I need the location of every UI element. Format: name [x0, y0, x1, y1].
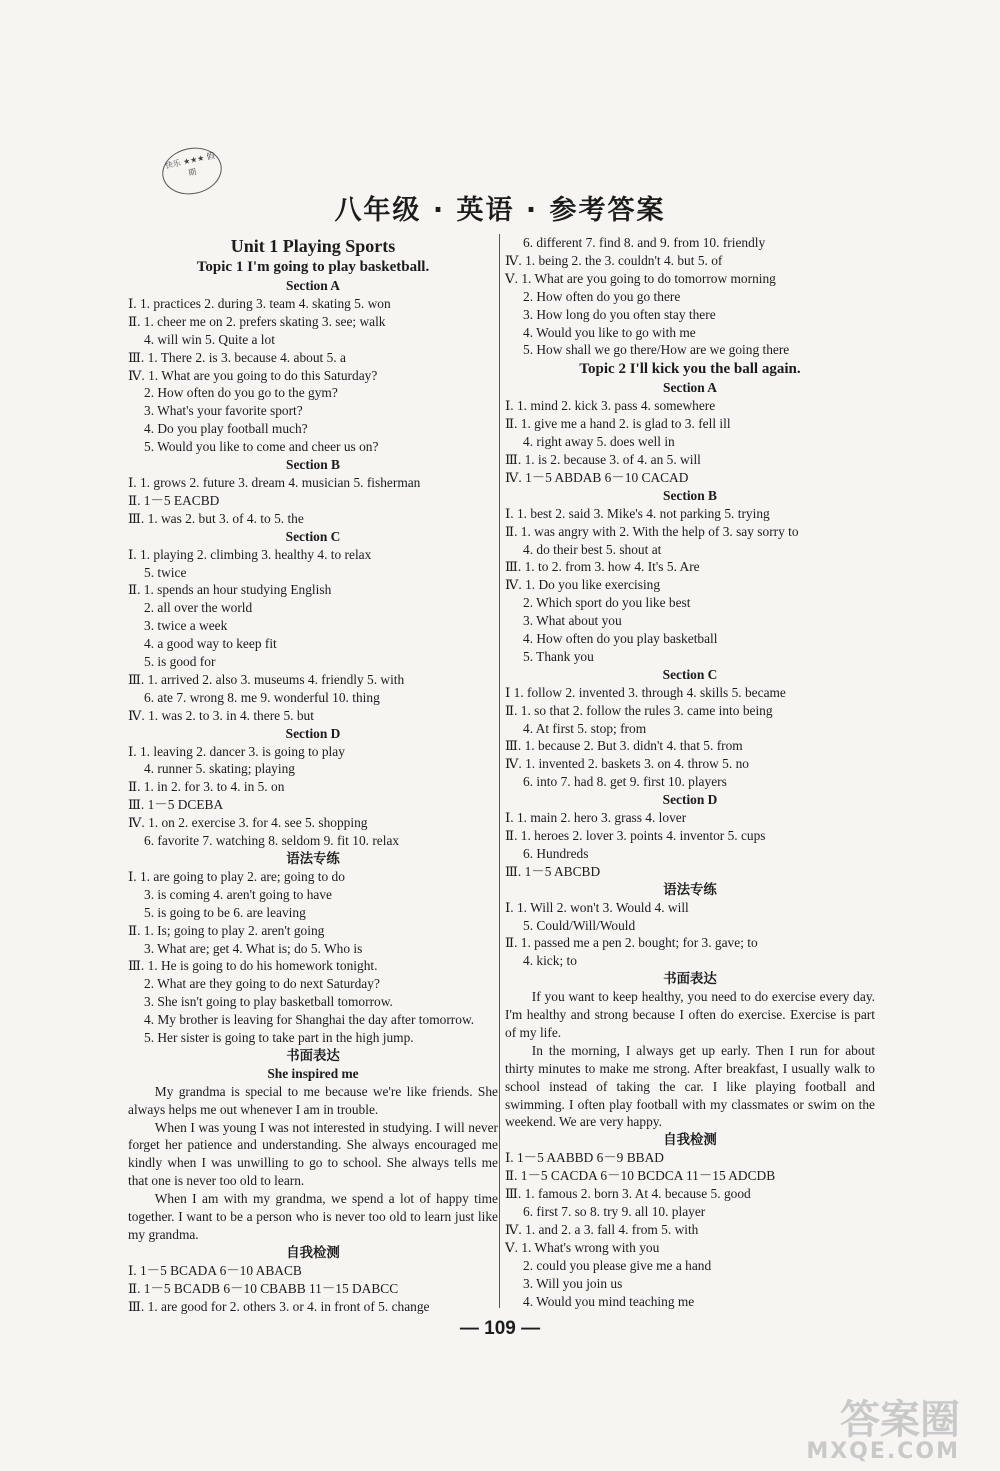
- section-heading: 自我检测: [663, 1132, 717, 1148]
- answer-line: 6. Hundreds: [523, 845, 589, 861]
- topic-heading: Topic 1 I'm going to play basketball.: [196, 259, 430, 275]
- section-heading: Section A: [663, 380, 717, 396]
- answer-line: Ⅰ. 1. mind 2. kick 3. pass 4. somewhere: [505, 398, 716, 414]
- answer-line: 6. into 7. had 8. get 9. first 10. players: [523, 774, 727, 790]
- answer-line: Ⅱ. 1－5 BCADB 6－10 CBABB 11－15 DABCC: [128, 1280, 399, 1296]
- answer-line: 3. What's your favorite sport?: [144, 403, 303, 419]
- section-heading: 书面表达: [286, 1047, 340, 1063]
- answer-line: 4. do their best 5. shout at: [523, 541, 662, 557]
- answer-line: Ⅲ. 1－5 ABCBD: [505, 863, 601, 879]
- answer-line: 2. Which sport do you like best: [523, 595, 691, 611]
- composition-paragraph: When I was young I was not interested in studying. I will never forget her patience and understanding. She always encouraged me kindly when I was unwilling to go to school. She always tells me that one is never too old to learn.: [128, 1119, 498, 1189]
- answer-line: Ⅰ. 1－5 AABBD 6－9 BBAD: [505, 1150, 664, 1166]
- answer-line: Ⅰ. 1. leaving 2. dancer 3. is going to play: [128, 743, 345, 759]
- answer-line: Ⅲ. 1. famous 2. born 3. At 4. because 5. good: [505, 1186, 751, 1202]
- section-heading: 自我检测: [286, 1244, 340, 1260]
- answer-line: 3. How long do you often stay there: [523, 306, 716, 322]
- answer-line: Ⅱ. 1. give me a hand 2. is glad to 3. fell ill: [505, 416, 731, 432]
- answer-line: Ⅱ. 1－5 EACBD: [128, 492, 220, 508]
- composition-paragraph: When I am with my grandma, we spend a lot of happy time together. I want to be a person who is never too old to learn just like my grandma.: [128, 1191, 498, 1242]
- composition-paragraph: If you want to keep healthy, you need to do exercise every day. I'm healthy and strong because I often do exercise. Exercise is part of my life.: [505, 989, 875, 1040]
- holiday-stamp: 快乐 ★★★ 假期: [158, 142, 226, 199]
- answer-line: 2. could you please give me a hand: [523, 1257, 712, 1273]
- answer-line: 3. What are; get 4. What is; do 5. Who is: [144, 940, 363, 956]
- answer-line: 6. ate 7. wrong 8. me 9. wonderful 10. thing: [144, 689, 380, 705]
- answer-line: 6. different 7. find 8. and 9. from 10. friendly: [523, 235, 766, 250]
- section-heading: 语法专练: [663, 881, 717, 897]
- composition-paragraph: My grandma is special to me because we're like friends. She always helps me out whenever I am in trouble.: [128, 1083, 498, 1117]
- unit-heading: Unit 1 Playing Sports: [230, 236, 396, 256]
- answer-line: 5. How shall we go there/How are we going there: [523, 342, 790, 358]
- answer-line: Ⅰ. 1－5 BCADA 6－10 ABACB: [128, 1262, 302, 1278]
- answers-column-right: [505, 234, 875, 1310]
- answer-line: 3. She isn't going to play basketball tomorrow.: [144, 994, 393, 1010]
- answer-line: 2. What are they going to do next Saturday?: [144, 976, 380, 992]
- answer-line: 6. favorite 7. watching 8. seldom 9. fit 10. relax: [144, 833, 400, 849]
- section-heading: Section B: [286, 457, 340, 473]
- section-heading: Section D: [662, 792, 718, 808]
- answer-line: 4. Would you like to go with me: [523, 324, 696, 340]
- answer-line: 5. is going to be 6. are leaving: [144, 904, 306, 920]
- answer-line: Ⅳ. 1. invented 2. baskets 3. on 4. throw 5. no: [505, 756, 749, 772]
- answer-line: Ⅰ. 1. practices 2. during 3. team 4. skating 5. won: [128, 295, 391, 311]
- answer-line: Ⅱ. 1. in 2. for 3. to 4. in 5. on: [128, 779, 285, 795]
- answer-line: Ⅰ. 1. best 2. said 3. Mike's 4. not parking 5. trying: [505, 505, 770, 521]
- section-heading: Section C: [285, 528, 341, 544]
- answer-line: 5. twice: [144, 564, 187, 580]
- page-number: — 109 —: [459, 1318, 541, 1339]
- answer-line: Ⅳ. 1. on 2. exercise 3. for 4. see 5. shopping: [128, 815, 368, 831]
- answer-line: 2. all over the world: [144, 600, 253, 616]
- answer-line: 5. Thank you: [523, 648, 594, 664]
- answer-line: Ⅱ. 1. so that 2. follow the rules 3. came into being: [505, 702, 773, 718]
- answer-line: Ⅰ. 1. Will 2. won't 3. Would 4. will: [505, 899, 689, 915]
- answer-line: Ⅱ. 1－5 CACDA 6－10 BCDCA 11－15 ADCDB: [505, 1168, 776, 1184]
- section-heading: 书面表达: [663, 971, 717, 987]
- answer-line: Ⅱ. 1. passed me a pen 2. bought; for 3. gave; to: [505, 935, 758, 951]
- answer-line: 3. What about you: [523, 613, 622, 629]
- answer-line: Ⅲ. 1. is 2. because 3. of 4. an 5. will: [505, 451, 701, 467]
- answer-line: Ⅳ. 1－5 ABDAB 6－10 CACAD: [505, 469, 689, 485]
- answer-line: Ⅴ. 1. What's wrong with you: [505, 1239, 660, 1255]
- answer-line: Ⅰ. 1. playing 2. climbing 3. healthy 4. to relax: [128, 546, 372, 562]
- answer-line: Ⅰ. 1. are going to play 2. are; going to do: [128, 868, 345, 884]
- composition-paragraph: In the morning, I always get up early. Then I run for about thirty minutes to make me strong. After breakfast, I usually walk to school instead of taking the car. I like playing football and swimming. I often play football with my classmates or swim on the weekend. We are very happy.: [505, 1042, 875, 1130]
- answer-line: Ⅱ. 1. spends an hour studying English: [128, 582, 332, 598]
- answer-line: Ⅲ. 1－5 DCEBA: [128, 797, 224, 813]
- answer-line: Ⅲ. 1. was 2. but 3. of 4. to 5. the: [128, 510, 304, 526]
- answer-line: Ⅱ. 1. Is; going to play 2. aren't going: [128, 922, 325, 938]
- section-heading: Section D: [285, 725, 341, 741]
- section-heading: 语法专练: [286, 851, 340, 866]
- answer-line: Ⅴ. 1. What are you going to do tomorrow morning: [505, 270, 776, 286]
- answer-line: Ⅲ. 1. There 2. is 3. because 4. about 5. a: [128, 349, 346, 365]
- answer-line: 2. How often do you go to the gym?: [144, 385, 338, 401]
- answers-column-left: [128, 234, 498, 1315]
- answer-line: Ⅲ. 1. are good for 2. others 3. or 4. in front of 5. change: [128, 1298, 430, 1314]
- answer-line: Ⅳ. 1. and 2. a 3. fall 4. from 5. with: [505, 1221, 699, 1237]
- answer-line: 5. Could/Will/Would: [523, 917, 636, 933]
- answer-line: 5. is good for: [144, 654, 216, 670]
- watermark-logo: 答案圈 MXQE.COM: [806, 1397, 960, 1464]
- answer-line: 6. first 7. so 8. try 9. all 10. player: [523, 1203, 706, 1219]
- answer-line: Ⅲ. 1. He is going to do his homework tonight.: [128, 958, 378, 974]
- answer-line: 3. twice a week: [144, 618, 228, 634]
- answer-line: 3. Will you join us: [523, 1275, 623, 1291]
- answer-line: Ⅳ. 1. What are you going to do this Saturday?: [128, 367, 378, 383]
- answer-line: Ⅰ. 1. grows 2. future 3. dream 4. musician 5. fisherman: [128, 474, 421, 490]
- answer-line: Ⅰ. 1. main 2. hero 3. grass 4. lover: [505, 810, 687, 826]
- answer-line: Ⅳ. 1. being 2. the 3. couldn't 4. but 5. of: [505, 252, 723, 268]
- section-heading: Section A: [286, 278, 340, 293]
- answer-line: 4. Would you mind teaching me: [523, 1293, 695, 1309]
- answer-line: 4. will win 5. Quite a lot: [144, 331, 275, 347]
- answer-line: 5. Would you like to come and cheer us on?: [144, 439, 379, 455]
- answer-line: Ⅲ. 1. to 2. from 3. how 4. It's 5. Are: [505, 559, 700, 575]
- answer-line: 4. At first 5. stop; from: [523, 720, 647, 736]
- answer-line: Ⅱ. 1. cheer me on 2. prefers skating 3. see; walk: [128, 313, 386, 329]
- answer-line: 4. kick; to: [523, 953, 577, 969]
- topic-heading: Topic 2 I'll kick you the ball again.: [579, 361, 801, 378]
- answer-line: Ⅱ. 1. was angry with 2. With the help of 3. say sorry to: [505, 523, 799, 539]
- answer-line: Ⅱ. 1. heroes 2. lover 3. points 4. inventor 5. cups: [505, 828, 766, 843]
- answer-line: 3. is coming 4. aren't going to have: [144, 886, 332, 902]
- section-heading: Section B: [663, 487, 717, 503]
- answer-line: 5. Her sister is going to take part in the high jump.: [144, 1030, 414, 1046]
- answer-line: 4. Do you play football much?: [144, 421, 308, 437]
- section-heading: She inspired me: [267, 1065, 359, 1081]
- answer-line: 2. How often do you go there: [523, 288, 681, 304]
- answer-line: 4. right away 5. does well in: [523, 434, 675, 450]
- column-divider: [499, 234, 500, 1308]
- answer-line: Ⅲ. 1. because 2. But 3. didn't 4. that 5. from: [505, 738, 743, 754]
- answer-line: Ⅰ 1. follow 2. invented 3. through 4. skills 5. became: [505, 684, 786, 700]
- page-title: 八年级 · 英语 · 参考答案: [334, 195, 666, 226]
- answer-line: 4. runner 5. skating; playing: [144, 761, 295, 777]
- section-heading: Section C: [662, 666, 718, 682]
- answer-line: 4. How often do you play basketball: [523, 631, 718, 647]
- answer-line: Ⅳ. 1. was 2. to 3. in 4. there 5. but: [128, 707, 314, 723]
- answer-line: 4. a good way to keep fit: [144, 636, 277, 652]
- answer-line: Ⅲ. 1. arrived 2. also 3. museums 4. friendly 5. with: [128, 671, 405, 687]
- answer-line: 4. My brother is leaving for Shanghai the day after tomorrow.: [144, 1012, 475, 1028]
- answer-line: Ⅳ. 1. Do you like exercising: [505, 577, 661, 593]
